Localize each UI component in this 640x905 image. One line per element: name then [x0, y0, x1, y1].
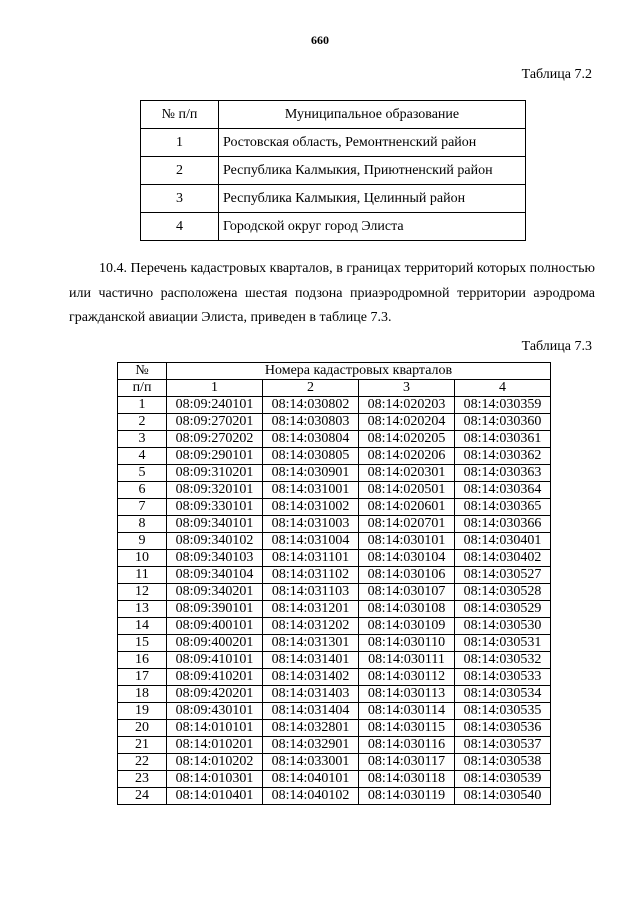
cadastral-number-cell: 08:14:033001 — [263, 754, 359, 771]
cadastral-number-cell: 08:14:010301 — [167, 771, 263, 788]
table-row — [118, 635, 551, 652]
table-row — [141, 157, 526, 185]
cadastral-number-cell: 08:14:031301 — [263, 635, 359, 652]
cadastral-number-cell: 08:14:030533 — [455, 669, 551, 686]
cadastral-number-cell: 08:14:030107 — [359, 584, 455, 601]
table-row — [141, 129, 526, 157]
cadastral-number-cell: 08:14:032801 — [263, 720, 359, 737]
cadastral-number-cell: 08:14:030111 — [359, 652, 455, 669]
row-number-cell: 2 — [118, 414, 167, 431]
row-number-cell: 11 — [118, 567, 167, 584]
table-row — [118, 431, 551, 448]
cadastral-number-cell: 08:14:031201 — [263, 601, 359, 618]
row-number-cell: 4 — [141, 213, 219, 241]
cadastral-number-cell: 08:09:320101 — [167, 482, 263, 499]
cadastral-number-cell: 08:14:040101 — [263, 771, 359, 788]
cadastral-number-cell: 08:09:340101 — [167, 516, 263, 533]
cadastral-number-cell: 08:14:030101 — [359, 533, 455, 550]
cadastral-number-cell: 08:14:030116 — [359, 737, 455, 754]
table-row — [118, 788, 551, 805]
cadastral-number-cell: 08:14:030803 — [263, 414, 359, 431]
cadastral-number-cell: 08:09:340102 — [167, 533, 263, 550]
cadastral-number-cell: 08:09:420201 — [167, 686, 263, 703]
cadastral-number-cell: 08:14:020701 — [359, 516, 455, 533]
cadastral-number-cell: 08:09:290101 — [167, 448, 263, 465]
row-number-cell: 22 — [118, 754, 167, 771]
municipality-cell: Республика Калмыкия, Целинный район — [219, 185, 526, 213]
cadastral-number-cell: 08:14:030805 — [263, 448, 359, 465]
paragraph-10-4 — [69, 257, 595, 331]
row-number-cell: 5 — [118, 465, 167, 482]
cadastral-number-cell: 08:14:031101 — [263, 550, 359, 567]
table-row — [118, 584, 551, 601]
cadastral-number-cell: 08:09:270202 — [167, 431, 263, 448]
municipality-table — [140, 100, 526, 241]
cadastral-number-cell: 08:14:030401 — [455, 533, 551, 550]
table-row — [118, 567, 551, 584]
row-number-cell: 1 — [118, 397, 167, 414]
cadastral-number-cell: 08:09:410201 — [167, 669, 263, 686]
cadastral-number-cell: 08:14:030106 — [359, 567, 455, 584]
row-number-cell: 18 — [118, 686, 167, 703]
cadastral-number-cell: 08:14:032901 — [263, 737, 359, 754]
cadastral-number-cell: 08:14:030804 — [263, 431, 359, 448]
municipality-cell: Ростовская область, Ремонтненский район — [219, 129, 526, 157]
cadastral-number-cell: 08:14:030104 — [359, 550, 455, 567]
row-number-cell: 19 — [118, 703, 167, 720]
cadastral-number-cell: 08:14:030802 — [263, 397, 359, 414]
cadastral-number-cell: 08:14:010201 — [167, 737, 263, 754]
cadastral-number-cell: 08:14:031402 — [263, 669, 359, 686]
cadastral-number-cell: 08:14:040102 — [263, 788, 359, 805]
cadastral-number-cell: 08:14:010101 — [167, 720, 263, 737]
table-row — [118, 414, 551, 431]
cadastral-number-cell: 08:14:030537 — [455, 737, 551, 754]
row-number-cell: 3 — [141, 185, 219, 213]
cadastral-number-cell: 08:14:030364 — [455, 482, 551, 499]
cadastral-number-cell: 08:14:030365 — [455, 499, 551, 516]
cadastral-number-cell: 08:14:030361 — [455, 431, 551, 448]
cadastral-number-cell: 08:09:340104 — [167, 567, 263, 584]
row-number-cell: 14 — [118, 618, 167, 635]
table-row — [118, 397, 551, 414]
cadastral-number-cell: 08:14:030402 — [455, 550, 551, 567]
row-number-cell: 9 — [118, 533, 167, 550]
cadastral-number-cell: 08:14:031103 — [263, 584, 359, 601]
page-number: 660 — [311, 33, 329, 47]
row-number-cell: 13 — [118, 601, 167, 618]
cadastral-number-cell: 08:09:240101 — [167, 397, 263, 414]
table-row — [118, 720, 551, 737]
table-row — [118, 669, 551, 686]
cadastral-number-cell: 08:09:410101 — [167, 652, 263, 669]
table-row — [118, 448, 551, 465]
table-row — [118, 482, 551, 499]
table-row — [118, 499, 551, 516]
cadastral-number-cell: 08:14:030532 — [455, 652, 551, 669]
table-7-2-label: Таблица 7.2 — [521, 67, 592, 82]
cadastral-number-cell: 08:14:030536 — [455, 720, 551, 737]
cadastral-number-cell: 08:09:430101 — [167, 703, 263, 720]
cadastral-number-cell: 08:14:031102 — [263, 567, 359, 584]
cadastral-number-cell: 08:14:030539 — [455, 771, 551, 788]
row-number-cell: 1 — [141, 129, 219, 157]
table-header-row — [141, 101, 526, 129]
cadastral-number-cell: 08:14:030535 — [455, 703, 551, 720]
cadastral-number-cell: 08:14:030110 — [359, 635, 455, 652]
cadastral-number-cell: 08:14:031404 — [263, 703, 359, 720]
table-row — [141, 213, 526, 241]
municipality-cell: Республика Калмыкия, Приютненский район — [219, 157, 526, 185]
col-header-municipality: Муниципальное образование — [219, 101, 526, 129]
cadastral-number-cell: 08:14:030360 — [455, 414, 551, 431]
table-row — [118, 601, 551, 618]
paragraph-text: 10.4. Перечень кадастровых кварталов, в границах территорий которых полностью или частично расположена шестая подзона приаэродромной территории аэродрома гражданской авиации Элиста, приведен в таблице 7.3. — [69, 261, 595, 325]
cadastral-number-cell: 08:14:030115 — [359, 720, 455, 737]
cadastral-number-cell: 08:14:030108 — [359, 601, 455, 618]
cadastral-number-cell: 08:14:020205 — [359, 431, 455, 448]
row-number-cell: 6 — [118, 482, 167, 499]
row-number-cell: 7 — [118, 499, 167, 516]
row-number-cell: 24 — [118, 788, 167, 805]
cadastral-number-cell: 08:14:030118 — [359, 771, 455, 788]
row-number-cell: 8 — [118, 516, 167, 533]
col-header-number-bottom: п/п — [118, 380, 167, 397]
col-header-4: 4 — [455, 380, 551, 397]
table-row — [118, 533, 551, 550]
row-number-cell: 4 — [118, 448, 167, 465]
cadastral-number-cell: 08:14:020206 — [359, 448, 455, 465]
table-subheader-row — [118, 380, 551, 397]
cadastral-number-cell: 08:14:030359 — [455, 397, 551, 414]
cadastral-number-cell: 08:14:030363 — [455, 465, 551, 482]
cadastral-number-cell: 08:09:400201 — [167, 635, 263, 652]
cadastral-number-cell: 08:14:031001 — [263, 482, 359, 499]
cadastral-number-cell: 08:14:010202 — [167, 754, 263, 771]
cadastral-number-cell: 08:14:030528 — [455, 584, 551, 601]
cadastral-number-cell: 08:14:030901 — [263, 465, 359, 482]
cadastral-number-cell: 08:09:340201 — [167, 584, 263, 601]
table-row — [118, 550, 551, 567]
table-row — [118, 737, 551, 754]
col-header-3: 3 — [359, 380, 455, 397]
cadastral-number-cell: 08:09:310201 — [167, 465, 263, 482]
cadastral-number-cell: 08:09:400101 — [167, 618, 263, 635]
row-number-cell: 10 — [118, 550, 167, 567]
cadastral-number-cell: 08:14:031003 — [263, 516, 359, 533]
cadastral-number-cell: 08:09:340103 — [167, 550, 263, 567]
cadastral-number-cell: 08:14:031202 — [263, 618, 359, 635]
cadastral-number-cell: 08:14:020501 — [359, 482, 455, 499]
row-number-cell: 3 — [118, 431, 167, 448]
cadastral-number-cell: 08:14:030114 — [359, 703, 455, 720]
row-number-cell: 20 — [118, 720, 167, 737]
table-row — [118, 771, 551, 788]
cadastral-number-cell: 08:14:030531 — [455, 635, 551, 652]
table-row — [141, 185, 526, 213]
table-7-3-label: Таблица 7.3 — [521, 339, 592, 354]
cadastral-quarters-table — [117, 362, 551, 805]
municipality-cell: Городской округ город Элиста — [219, 213, 526, 241]
col-header-number-top: № — [118, 363, 167, 380]
col-header-1: 1 — [167, 380, 263, 397]
cadastral-number-cell: 08:14:030112 — [359, 669, 455, 686]
cadastral-number-cell: 08:14:030538 — [455, 754, 551, 771]
cadastral-number-cell: 08:14:030109 — [359, 618, 455, 635]
col-header-2: 2 — [263, 380, 359, 397]
cadastral-number-cell: 08:09:270201 — [167, 414, 263, 431]
table-row — [118, 465, 551, 482]
table-row — [118, 703, 551, 720]
row-number-cell: 12 — [118, 584, 167, 601]
cadastral-number-cell: 08:14:030529 — [455, 601, 551, 618]
cadastral-number-cell: 08:14:030119 — [359, 788, 455, 805]
cadastral-number-cell: 08:14:030534 — [455, 686, 551, 703]
cadastral-number-cell: 08:14:030362 — [455, 448, 551, 465]
cadastral-number-cell: 08:14:030366 — [455, 516, 551, 533]
cadastral-number-cell: 08:14:020601 — [359, 499, 455, 516]
cadastral-number-cell: 08:14:031004 — [263, 533, 359, 550]
row-number-cell: 23 — [118, 771, 167, 788]
cadastral-number-cell: 08:14:010401 — [167, 788, 263, 805]
row-number-cell: 21 — [118, 737, 167, 754]
table-header-row — [118, 363, 551, 380]
cadastral-number-cell: 08:14:030527 — [455, 567, 551, 584]
col-header-number: № п/п — [141, 101, 219, 129]
cadastral-number-cell: 08:14:030530 — [455, 618, 551, 635]
cadastral-number-cell: 08:14:030117 — [359, 754, 455, 771]
cadastral-number-cell: 08:09:390101 — [167, 601, 263, 618]
cadastral-number-cell: 08:14:020203 — [359, 397, 455, 414]
table-row — [118, 686, 551, 703]
cadastral-number-cell: 08:14:030540 — [455, 788, 551, 805]
cadastral-number-cell: 08:14:031002 — [263, 499, 359, 516]
row-number-cell: 17 — [118, 669, 167, 686]
cadastral-number-cell: 08:14:031403 — [263, 686, 359, 703]
cadastral-number-cell: 08:14:031401 — [263, 652, 359, 669]
cadastral-number-cell: 08:09:330101 — [167, 499, 263, 516]
col-header-group: Номера кадастровых кварталов — [167, 363, 551, 380]
cadastral-number-cell: 08:14:020204 — [359, 414, 455, 431]
table-row — [118, 754, 551, 771]
cadastral-number-cell: 08:14:020301 — [359, 465, 455, 482]
row-number-cell: 15 — [118, 635, 167, 652]
table-row — [118, 618, 551, 635]
row-number-cell: 2 — [141, 157, 219, 185]
table-row — [118, 652, 551, 669]
cadastral-number-cell: 08:14:030113 — [359, 686, 455, 703]
row-number-cell: 16 — [118, 652, 167, 669]
table-row — [118, 516, 551, 533]
